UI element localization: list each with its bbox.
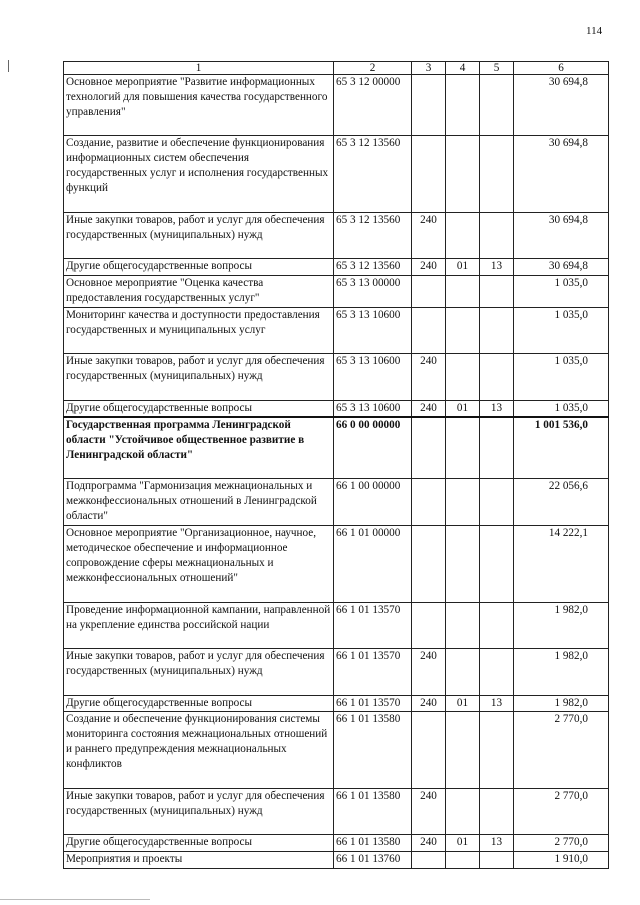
- row-subsection-cell: 13: [480, 401, 514, 418]
- row-name-cell: Иные закупки товаров, работ и услуг для обеспечения государственных (муниципальных) нужд: [64, 649, 334, 696]
- row-subsection-cell: [480, 136, 514, 213]
- row-code-cell: 66 1 01 13580: [334, 789, 412, 835]
- row-code-cell: 66 1 01 13570: [334, 649, 412, 696]
- row-code-cell: 65 3 13 10600: [334, 401, 412, 418]
- table-row: [64, 136, 609, 213]
- table-row: [64, 259, 609, 276]
- row-section-cell: [446, 852, 480, 869]
- row-code-cell: 66 1 01 00000: [334, 526, 412, 603]
- table-row: [64, 75, 609, 136]
- row-code-cell: 66 1 01 13760: [334, 852, 412, 869]
- row-section-cell: 01: [446, 835, 480, 852]
- table-row: [64, 789, 609, 835]
- row-name-cell: Основное мероприятие "Развитие информационных технологий для повышения качества государственного управления": [64, 75, 334, 136]
- row-vr-cell: 240: [412, 259, 446, 276]
- table-row: [64, 479, 609, 526]
- row-section-cell: [446, 417, 480, 479]
- row-name-cell: Другие общегосударственные вопросы: [64, 259, 334, 276]
- row-vr-cell: [412, 479, 446, 526]
- row-subsection-cell: [480, 354, 514, 401]
- table-row: [64, 401, 609, 418]
- page-number: 114: [586, 25, 603, 37]
- row-subsection-cell: [480, 712, 514, 789]
- table-row: [64, 603, 609, 649]
- row-name-cell: Государственная программа Ленинградской области "Устойчивое общественное развитие в Ленинградской области": [64, 417, 334, 479]
- row-code-cell: 66 1 01 13580: [334, 712, 412, 789]
- header-cell: 6: [514, 62, 609, 75]
- header-cell: 1: [64, 62, 334, 75]
- header-cell: 5: [480, 62, 514, 75]
- row-amount-cell: 30 694,8: [514, 213, 609, 259]
- row-section-cell: [446, 136, 480, 213]
- row-vr-cell: 240: [412, 789, 446, 835]
- row-subsection-cell: [480, 417, 514, 479]
- table-row: [64, 354, 609, 401]
- row-section-cell: [446, 75, 480, 136]
- margin-mark: [8, 60, 9, 72]
- row-code-cell: 66 1 01 13570: [334, 696, 412, 712]
- row-code-cell: 66 0 00 00000: [334, 417, 412, 479]
- row-subsection-cell: 13: [480, 835, 514, 852]
- row-vr-cell: [412, 136, 446, 213]
- row-amount-cell: 1 001 536,0: [514, 417, 609, 479]
- row-section-cell: [446, 479, 480, 526]
- row-name-cell: Иные закупки товаров, работ и услуг для обеспечения государственных (муниципальных) нужд: [64, 789, 334, 835]
- row-amount-cell: 2 770,0: [514, 712, 609, 789]
- row-section-cell: [446, 276, 480, 308]
- row-name-cell: Проведение информационной кампании, направленной на укрепление единства российской нации: [64, 603, 334, 649]
- table-row: [64, 526, 609, 603]
- row-code-cell: 66 1 01 13580: [334, 835, 412, 852]
- row-code-cell: 66 1 01 13570: [334, 603, 412, 649]
- row-amount-cell: 1 910,0: [514, 852, 609, 869]
- row-section-cell: [446, 526, 480, 603]
- row-name-cell: Основное мероприятие "Оценка качества предоставления государственных услуг": [64, 276, 334, 308]
- table-row: [64, 213, 609, 259]
- row-amount-cell: 1 982,0: [514, 649, 609, 696]
- table-row: [64, 835, 609, 852]
- row-name-cell: Иные закупки товаров, работ и услуг для обеспечения государственных (муниципальных) нужд: [64, 213, 334, 259]
- table-row: [64, 417, 609, 479]
- row-code-cell: 65 3 13 10600: [334, 354, 412, 401]
- row-section-cell: [446, 308, 480, 354]
- table-row: [64, 308, 609, 354]
- row-vr-cell: [412, 526, 446, 603]
- row-vr-cell: [412, 417, 446, 479]
- row-vr-cell: [412, 603, 446, 649]
- row-vr-cell: [412, 712, 446, 789]
- row-name-cell: Мероприятия и проекты: [64, 852, 334, 869]
- row-name-cell: Мониторинг качества и доступности предоставления государственных и муниципальных услуг: [64, 308, 334, 354]
- table-body: [64, 75, 609, 869]
- row-section-cell: [446, 789, 480, 835]
- table-row: [64, 649, 609, 696]
- row-subsection-cell: 13: [480, 696, 514, 712]
- row-amount-cell: 1 035,0: [514, 401, 609, 418]
- row-amount-cell: 14 222,1: [514, 526, 609, 603]
- table-row: [64, 276, 609, 308]
- row-amount-cell: 1 035,0: [514, 354, 609, 401]
- row-vr-cell: [412, 75, 446, 136]
- row-subsection-cell: [480, 479, 514, 526]
- row-amount-cell: 30 694,8: [514, 75, 609, 136]
- row-amount-cell: 1 035,0: [514, 276, 609, 308]
- row-subsection-cell: 13: [480, 259, 514, 276]
- row-subsection-cell: [480, 308, 514, 354]
- row-amount-cell: 1 035,0: [514, 308, 609, 354]
- row-name-cell: Другие общегосударственные вопросы: [64, 835, 334, 852]
- row-code-cell: 65 3 12 13560: [334, 213, 412, 259]
- table-header-row: [64, 62, 609, 75]
- row-code-cell: 65 3 13 00000: [334, 276, 412, 308]
- row-section-cell: 01: [446, 401, 480, 418]
- row-amount-cell: 30 694,8: [514, 259, 609, 276]
- row-code-cell: 65 3 12 00000: [334, 75, 412, 136]
- row-section-cell: [446, 649, 480, 696]
- budget-table: [63, 61, 609, 869]
- row-name-cell: Другие общегосударственные вопросы: [64, 696, 334, 712]
- row-code-cell: 65 3 12 13560: [334, 136, 412, 213]
- row-subsection-cell: [480, 526, 514, 603]
- table-row: [64, 852, 609, 869]
- row-vr-cell: 240: [412, 401, 446, 418]
- row-subsection-cell: [480, 603, 514, 649]
- row-code-cell: 65 3 13 10600: [334, 308, 412, 354]
- header-cell: 4: [446, 62, 480, 75]
- row-name-cell: Другие общегосударственные вопросы: [64, 401, 334, 418]
- row-section-cell: 01: [446, 696, 480, 712]
- row-subsection-cell: [480, 213, 514, 259]
- row-name-cell: Подпрограмма "Гармонизация межнациональных и межконфессиональных отношений в Ленинградской области": [64, 479, 334, 526]
- row-section-cell: [446, 213, 480, 259]
- row-amount-cell: 1 982,0: [514, 696, 609, 712]
- row-amount-cell: 22 056,6: [514, 479, 609, 526]
- row-section-cell: 01: [446, 259, 480, 276]
- row-name-cell: Создание и обеспечение функционирования системы мониторинга состояния межнациональных отношений и раннего предупреждения межнациональных конфликтов: [64, 712, 334, 789]
- row-name-cell: Основное мероприятие "Организационное, научное, методическое обеспечение и информационное сопровождение сферы межнациональных и межконфессиональных отношений": [64, 526, 334, 603]
- row-vr-cell: 240: [412, 696, 446, 712]
- row-subsection-cell: [480, 276, 514, 308]
- row-section-cell: [446, 603, 480, 649]
- row-amount-cell: 30 694,8: [514, 136, 609, 213]
- row-subsection-cell: [480, 789, 514, 835]
- header-cell: 3: [412, 62, 446, 75]
- row-code-cell: 66 1 00 00000: [334, 479, 412, 526]
- table-row: [64, 696, 609, 712]
- row-vr-cell: 240: [412, 213, 446, 259]
- row-vr-cell: [412, 276, 446, 308]
- header-cell: 2: [334, 62, 412, 75]
- row-amount-cell: 2 770,0: [514, 835, 609, 852]
- row-section-cell: [446, 354, 480, 401]
- table-row: [64, 712, 609, 789]
- row-code-cell: 65 3 12 13560: [334, 259, 412, 276]
- row-vr-cell: 240: [412, 649, 446, 696]
- row-vr-cell: [412, 852, 446, 869]
- row-name-cell: Иные закупки товаров, работ и услуг для обеспечения государственных (муниципальных) нужд: [64, 354, 334, 401]
- row-amount-cell: 1 982,0: [514, 603, 609, 649]
- row-name-cell: Создание, развитие и обеспечение функционирования информационных систем обеспечения государственных услуг и исполнения государственных функций: [64, 136, 334, 213]
- row-vr-cell: 240: [412, 354, 446, 401]
- row-subsection-cell: [480, 75, 514, 136]
- row-section-cell: [446, 712, 480, 789]
- row-subsection-cell: [480, 649, 514, 696]
- row-vr-cell: 240: [412, 835, 446, 852]
- row-amount-cell: 2 770,0: [514, 789, 609, 835]
- row-subsection-cell: [480, 852, 514, 869]
- row-vr-cell: [412, 308, 446, 354]
- scan-artifact: [0, 899, 150, 900]
